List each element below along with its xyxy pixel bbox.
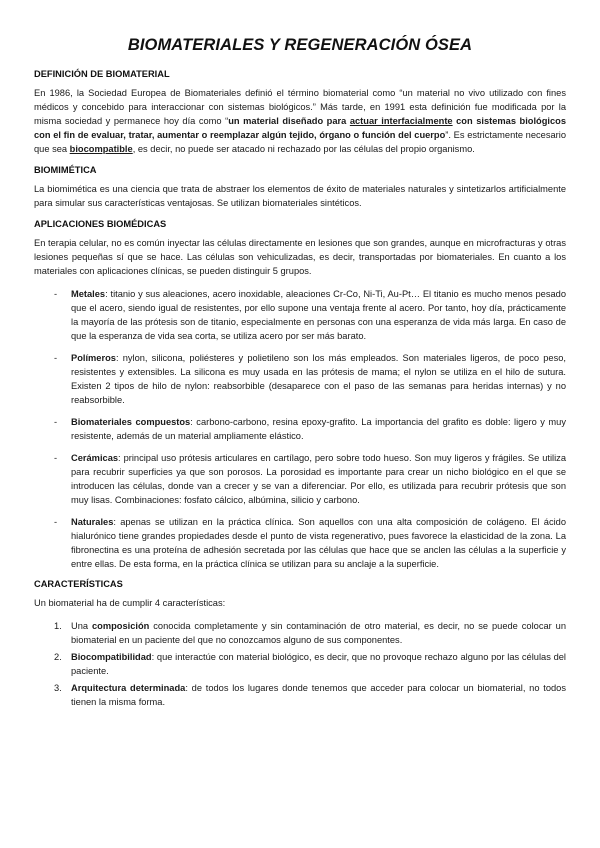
list-term: Naturales — [71, 517, 114, 527]
bold-underline-run — [70, 144, 133, 154]
list-text: : apenas se utilizan en la práctica clínica. Son aquellos con una alta composición de colágeno. El ácido hialurónico tiene grandes propiedades desde el punto de vista regenerativo, pues favorece la elasticidad de la zona. La fibronectina es una proteína de adhesión secretada por las células que hace que se anclen las células a la superficie y entre ellas. De esta forma, en la práctica clínica se utilizan para su anclaje a la superficie. — [71, 517, 566, 569]
text-run: ”. Es estrictamente necesario que sea — [34, 130, 566, 154]
list-text: : de todos los lugares donde tenemos que acceder para colocar un biomaterial, no todos tienen la misma forma. — [71, 683, 567, 707]
document-page — [34, 36, 566, 712]
list-item-metales — [34, 287, 566, 343]
bold-run: con sistemas biológicos con el fin de evaluar, tratar, aumentar o reemplazar algún tejido, órgano o función del cuerpo — [34, 116, 567, 140]
list-item-naturales — [34, 515, 566, 571]
list-item-biocompatibilidad — [34, 650, 566, 678]
list-number: 1. — [54, 621, 62, 631]
text-run: En 1986, la Sociedad Europea de Biomateriales definió el término biomaterial como “un material no vivo utilizado con fines médicos y concebido para interaccionar con sistemas biológicos.” Más tarde, en 1991 esta definición fue modificada por la misma sociedad y permanece hoy día como “ — [34, 88, 566, 126]
characteristics-list — [34, 619, 566, 709]
paragraph-definicion — [34, 86, 566, 156]
list-text: : carbono-carbono, resina epoxy-grafito. La importancia del grafito es doble: ligero y muy resistente, además de un material ampliamente elástico. — [71, 417, 566, 441]
list-text: conocida completamente y sin contaminación de otro material, es decir, no se puede colocar un biomaterial en un paciente del que no conozcamos alguno de sus componentes. — [71, 621, 567, 645]
heading-aplicaciones: APLICACIONES BIOMÉDICAS — [34, 219, 167, 229]
list-item-compuestos — [34, 415, 566, 443]
underline-run: biocompatible — [69, 144, 133, 154]
section-aplicaciones — [34, 219, 566, 571]
list-item-composicion — [34, 619, 566, 647]
list-term: Cerámicas — [71, 453, 119, 463]
section-biomimetica — [34, 165, 566, 210]
list-text: : principal uso prótesis articulares en cartílago, pero sobre todo hueso. Son muy ligeros y frágiles. Se utiliza para recubrir superficies ya que son porosos. La porosidad es importante para crear un nicho biológico en el que se introducen las células, donde van a crecer y se van a diferenciar. Por ello, es utilizada para recubrir prótesis que son muy lisas. Combinaciones: fosfato cálcico, albúmina, silicio y carbono. — [71, 453, 566, 505]
list-term: Biocompatibilidad — [71, 652, 152, 662]
list-item-ceramicas — [34, 451, 566, 507]
list-term: Polímeros — [71, 353, 116, 363]
bold-run: un material diseñado para — [228, 116, 350, 126]
heading-caracteristicas: CARACTERÍSTICAS — [34, 579, 123, 589]
underline-run: actuar interfacialmente — [349, 116, 453, 126]
list-pre: Una — [71, 621, 92, 631]
paragraph-biomimetica: La biomimética es una ciencia que trata de abstraer los elementos de éxito de materiales naturales y sintetizarlos artificialmente para simular sus características ventajosas. Se utilizan biomateriales sintéticos. — [34, 184, 566, 208]
section-caracteristicas — [34, 579, 566, 709]
list-item-arquitectura — [34, 681, 566, 709]
list-text: : nylon, silicona, poliésteres y polietileno son los más empleados. Son materiales ligeros, de poco peso, resistentes y extensibles. La silicona es muy usada en las prótesis de mama; el nylon se utiliza en el hilo de sutura. Existen 2 tipos de hilo de nylon: reabsorbible (desaparece con el paso de las semanas para heridas internas) y no reabsorbible. — [71, 353, 566, 405]
page-title: BIOMATERIALES Y REGENERACIÓN ÓSEA — [127, 36, 473, 54]
list-term: composición — [92, 621, 150, 631]
material-groups-list — [34, 287, 566, 571]
section-definicion — [34, 69, 566, 156]
list-text: : que interactúe con material biológico, es decir, que no provoque rechazo alguno por las células del paciente. — [71, 652, 566, 676]
heading-biomimetica: BIOMIMÉTICA — [34, 165, 97, 175]
paragraph-caracteristicas-intro: Un biomaterial ha de cumplir 4 características: — [34, 598, 226, 608]
heading-definicion: DEFINICIÓN DE BIOMATERIAL — [34, 69, 170, 79]
text-run: , es decir, no puede ser atacado ni rechazado por las células del propio organismo. — [132, 144, 475, 154]
list-number: 2. — [54, 652, 62, 662]
list-text: : titanio y sus aleaciones, acero inoxidable, aleaciones Cr-Co, Ni-Ti, Au-Pt… El titanio es mucho menos pesado que el acero, siendo igual de resistentes, por ello supone una ventaja frente al acero. Por tanto, hoy día, prácticamente la mayoría de las prótesis son de titanio, especialmente en personas con una esperanza de vida más larga. En caso de que la esperanza de vida sea corta, se utiliza acero por ser más barato. — [71, 289, 566, 341]
bold-underline-run — [350, 116, 453, 126]
list-item-polimeros — [34, 351, 566, 407]
list-term: Metales — [71, 289, 106, 299]
list-number: 3. — [54, 683, 62, 693]
list-term: Arquitectura determinada — [71, 683, 186, 693]
list-term: Biomateriales compuestos — [71, 417, 191, 427]
paragraph-aplicaciones-intro: En terapia celular, no es común inyectar las células directamente en lesiones que son grandes, aunque en microfracturas y otras lesiones pequeñas sí que se hace. Las células son vehiculizadas, es decir, transportadas por biomateriales. En cuanto a los materiales con aplicaciones clínicas, se pueden distinguir 5 grupos. — [34, 238, 566, 276]
